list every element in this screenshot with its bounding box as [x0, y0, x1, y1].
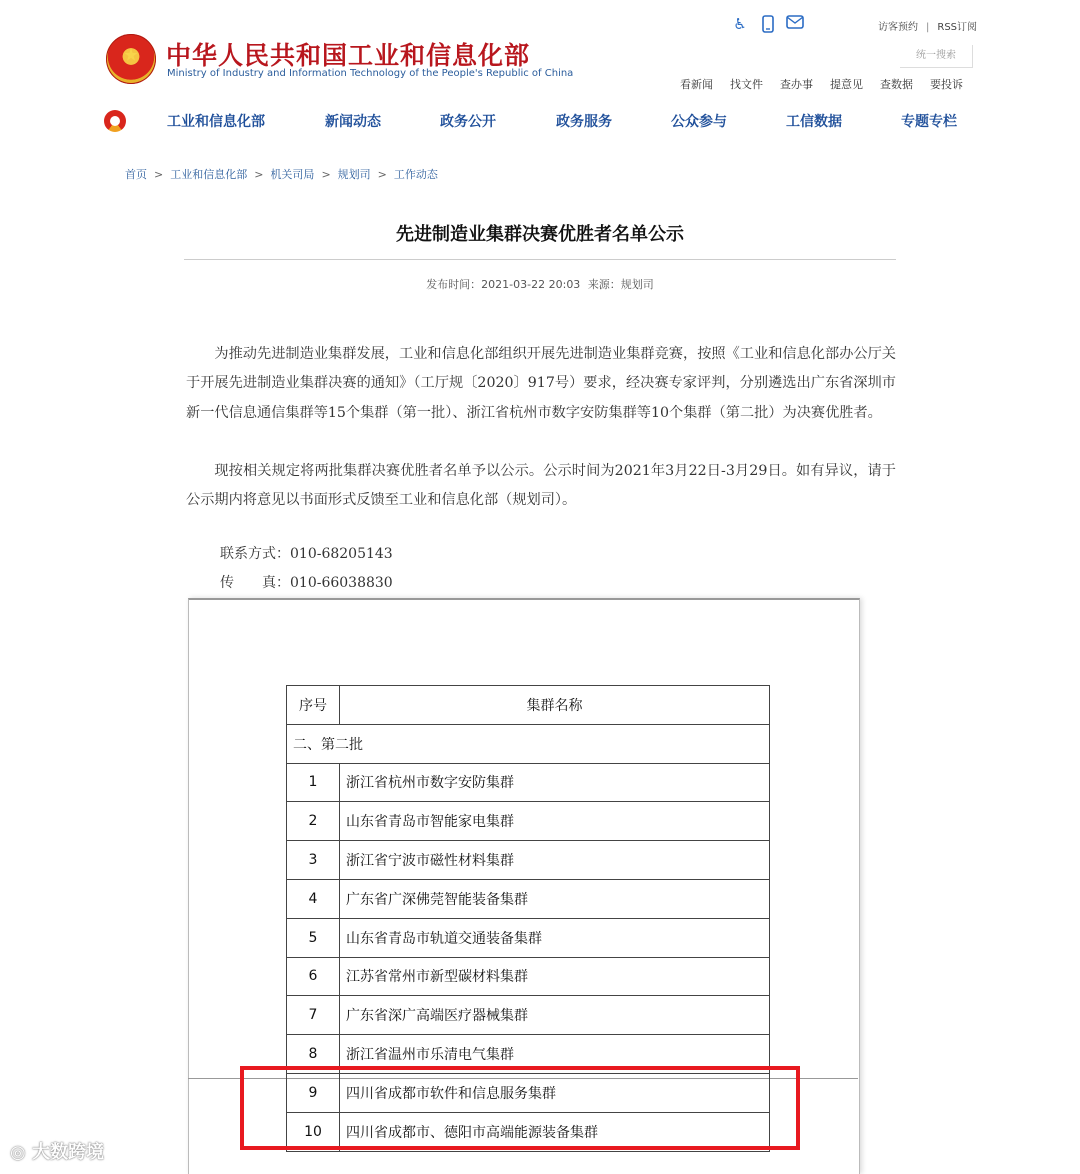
row-number: 1: [287, 763, 340, 802]
nav-item-miit[interactable]: 工业和信息化部: [167, 114, 265, 130]
table-section-row: [287, 724, 770, 763]
quick-link-data[interactable]: 查数据: [880, 78, 913, 91]
highlight-box: [240, 1066, 800, 1150]
cluster-name: 山东省青岛市智能家电集群: [340, 802, 770, 841]
watermark-logo: ◎ 大数跨境: [10, 1142, 104, 1163]
contact-phone: 联系方式：010-68205143: [220, 546, 393, 562]
rss-link[interactable]: RSS订阅: [937, 22, 978, 33]
breadcrumb-separator: >: [154, 168, 164, 181]
mobile-icon[interactable]: [759, 15, 777, 33]
home-logo-icon[interactable]: [104, 110, 126, 132]
nav-item-topics[interactable]: 专题专栏: [901, 114, 957, 130]
mail-icon[interactable]: [786, 15, 804, 33]
article-meta: [0, 276, 1080, 292]
quick-link-files[interactable]: 找文件: [730, 78, 763, 91]
cluster-name: 浙江省宁波市磁性材料集群: [340, 841, 770, 880]
breadcrumb-separator: >: [377, 168, 387, 181]
quick-link-complaint[interactable]: 要投诉: [930, 78, 963, 91]
national-emblem-logo[interactable]: [106, 34, 156, 84]
breadcrumb-separator: >: [321, 168, 331, 181]
accessibility-icon[interactable]: ♿: [733, 15, 747, 33]
cluster-name: 浙江省温州市乐清电气集群: [340, 1035, 770, 1074]
row-number: 6: [287, 957, 340, 996]
watermark-text: 大数跨境: [31, 1142, 104, 1163]
cluster-name: 浙江省杭州市数字安防集群: [340, 763, 770, 802]
row-number: 8: [287, 1035, 340, 1074]
contact-fax: 传 真：010-66038830: [220, 575, 393, 591]
table-row: [287, 918, 770, 957]
breadcrumb: [125, 166, 438, 182]
nav-item-news[interactable]: 新闻动态: [325, 114, 381, 130]
table-header-row: [287, 686, 770, 725]
table-row: [287, 841, 770, 880]
table-row: [287, 763, 770, 802]
article-source: 来源：规划司: [587, 278, 654, 291]
nav-item-data[interactable]: 工信数据: [786, 114, 842, 130]
visitor-appointment-link[interactable]: 访客预约: [878, 22, 918, 33]
search-input[interactable]: 统一搜索: [900, 45, 973, 68]
row-number: 5: [287, 918, 340, 957]
quick-link-news[interactable]: 看新闻: [680, 78, 713, 91]
article-paragraph: 现按相关规定将两批集群决赛优胜者名单予以公示。公示时间为2021年3月22日-3月29日。如有异议，请于公示期内将意见以书面形式反馈至工业和信息化部（规划司）。: [186, 463, 896, 509]
breadcrumb-home[interactable]: 首页: [125, 168, 147, 181]
publish-time: 发布时间：2021-03-22 20:03: [426, 278, 581, 291]
article-paragraph: 为推动先进制造业集群发展，工业和信息化部组织开展先进制造业集群竞赛，按照《工业和信息化部办公厅关于开展先进制造业集群决赛的通知》（工厅规〔2020〕917号）要求，经决赛专家评判，分别遴选出广东省深圳市新一代信息通信集群等15个集群（第一批）、浙江省杭州市数字安防集群等10个集群（第二批）为决赛优胜者。: [186, 346, 896, 421]
cluster-name: 四川省成都市软件和信息服务集群: [340, 1073, 770, 1112]
cluster-name: 广东省深广高端医疗器械集群: [340, 996, 770, 1035]
row-number: 10: [287, 1112, 340, 1151]
cluster-name: 四川省成都市、德阳市高端能源装备集群: [340, 1112, 770, 1151]
row-number: 9: [287, 1073, 340, 1112]
row-number: 7: [287, 996, 340, 1035]
divider: |: [926, 22, 930, 33]
quick-link-feedback[interactable]: 提意见: [830, 78, 863, 91]
nav-item-public[interactable]: 公众参与: [671, 114, 727, 130]
table-row: [287, 879, 770, 918]
cluster-name: 山东省青岛市轨道交通装备集群: [340, 918, 770, 957]
table-header-name: 集群名称: [340, 686, 770, 725]
utility-links: [878, 18, 977, 33]
table-row: [287, 802, 770, 841]
quick-links: [680, 76, 963, 92]
cluster-name: 江苏省常州市新型碳材料集群: [340, 957, 770, 996]
breadcrumb-planning[interactable]: 规划司: [337, 168, 371, 181]
site-title[interactable]: 中华人民共和国工业和信息化部: [166, 41, 531, 70]
breadcrumb-departments[interactable]: 机关司局: [270, 168, 315, 181]
breadcrumb-miit[interactable]: 工业和信息化部: [170, 168, 248, 181]
article-title: 先进制造业集群决赛优胜者名单公示: [396, 224, 684, 245]
quick-link-services[interactable]: 查办事: [780, 78, 813, 91]
breadcrumb-work-news[interactable]: 工作动态: [393, 168, 438, 181]
row-number: 4: [287, 879, 340, 918]
site-subtitle: Ministry of Industry and Information Technology of the People's Republic of China: [167, 68, 574, 79]
row-number: 3: [287, 841, 340, 880]
title-divider: [184, 259, 896, 260]
table-row: [287, 957, 770, 996]
row-number: 2: [287, 802, 340, 841]
table-header-no: 序号: [287, 686, 340, 725]
cluster-name: 广东省广深佛莞智能装备集群: [340, 879, 770, 918]
nav-item-gov-services[interactable]: 政务服务: [556, 114, 612, 130]
table-section-label: 二、第二批: [287, 724, 770, 763]
table-row: [287, 996, 770, 1035]
breadcrumb-separator: >: [254, 168, 264, 181]
nav-item-gov-info[interactable]: 政务公开: [440, 114, 496, 130]
